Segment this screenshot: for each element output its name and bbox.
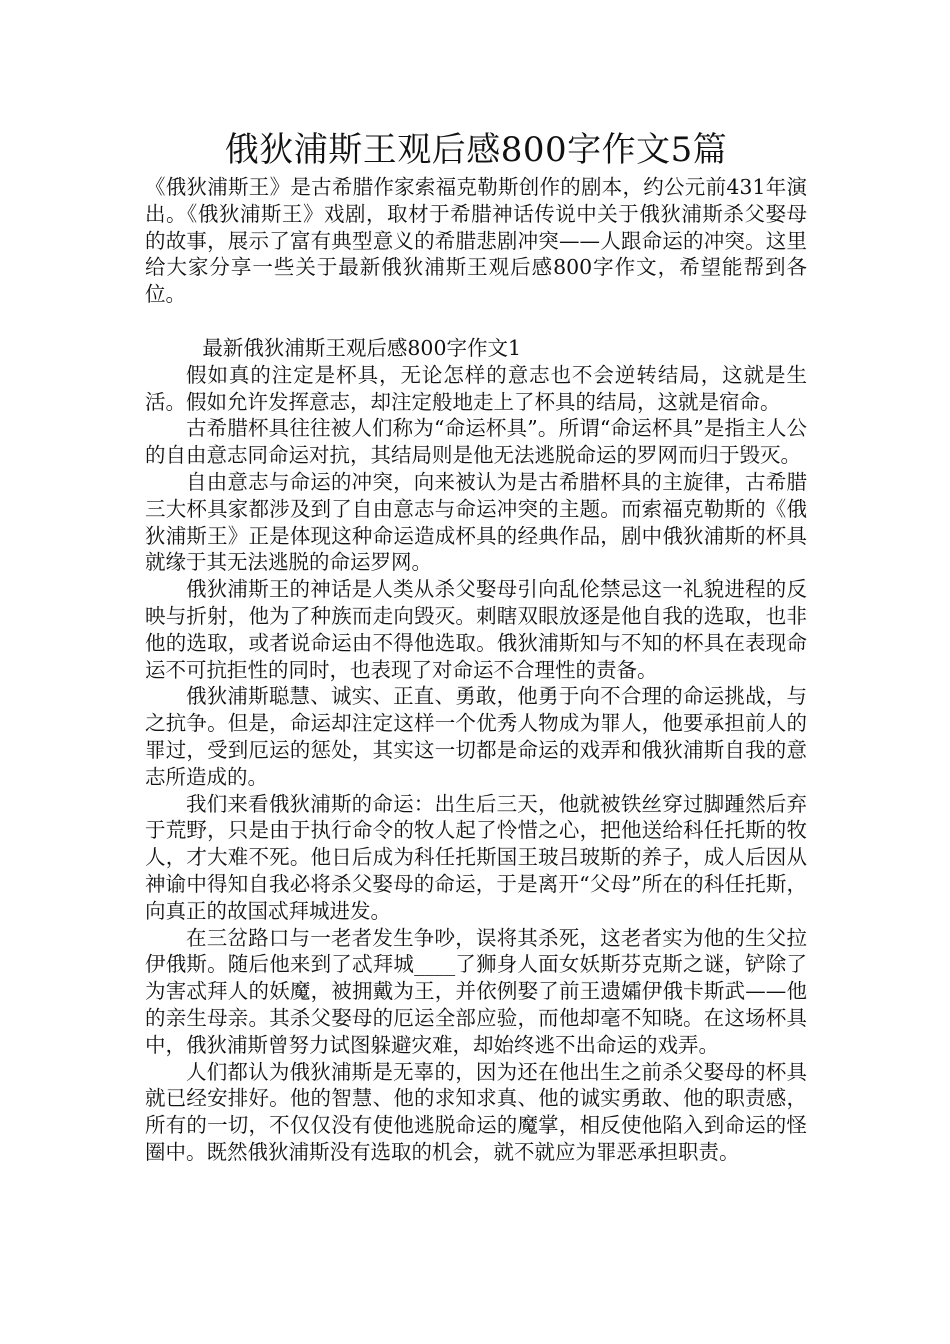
body-paragraph-1: 假如真的注定是杯具，无论怎样的意志也不会逆转结局，这就是生活。假如允许发挥意志，却注定般地走上了杯具的结局，这就是宿命。: [145, 362, 807, 414]
body-paragraph-7: 在三岔路口与一老者发生争吵，误将其杀死，这老者实为他的生父拉伊俄斯。随后他来到了忒拜城____了狮身人面女妖斯芬克斯之谜，铲除了为害忒拜人的妖魔，被拥戴为王，并依例娶了前王遗孀伊俄卡斯武——他的亲生母亲。其杀父娶母的厄运全部应验，而他却毫不知晓。在这场杯具中，俄狄浦斯曾努力试图躲避灾难，却始终逃不出命运的戏弄。: [145, 925, 807, 1057]
body-paragraph-5: 俄狄浦斯聪慧、诚实、正直、勇敢，他勇于向不合理的命运挑战，与之抗争。但是，命运却注定这样一个优秀人物成为罪人，他要承担前人的罪过，受到厄运的惩处，其实这一切都是命运的戏弄和俄狄浦斯自我的意志所造成的。: [145, 684, 807, 789]
body-paragraph-2: 古希腊杯具往往被人们称为“命运杯具”。所谓“命运杯具”是指主人公的自由意志同命运对抗，其结局则是他无法逃脱命运的罗网而归于毁灭。: [145, 416, 807, 468]
body-paragraph-8: 人们都认为俄狄浦斯是无辜的，因为还在他出生之前杀父娶母的杯具就已经安排好。他的智慧、他的求知求真、他的诚实勇敢、他的职责感，所有的一切，不仅仅没有使他逃脱命运的魔掌，相反使他陷入到命运的怪圈中。既然俄狄浦斯没有选取的机会，就不就应为罪恶承担职责。: [145, 1059, 807, 1164]
body-paragraph-4: 俄狄浦斯王的神话是人类从杀父娶母引向乱伦禁忌这一礼貌进程的反映与折射，他为了种族而走向毁灭。刺瞎双眼放逐是他自我的选取，也非他的选取，或者说命运由不得他选取。俄狄浦斯知与不知的杯具在表现命运不可抗拒性的同时，也表现了对命运不合理性的责备。: [145, 577, 807, 682]
intro-paragraph: 《俄狄浦斯王》是古希腊作家索福克勒斯创作的剧本，约公元前431年演出。《俄狄浦斯王》戏剧，取材于希腊神话传说中关于俄狄浦斯杀父娶母的故事，展示了富有典型意义的希腊悲剧冲突——人跟命运的冲突。这里给大家分享一些关于最新俄狄浦斯王观后感800字作文，希望能帮到各位。: [145, 175, 807, 307]
document-body: [145, 128, 807, 1166]
section-heading: 最新俄狄浦斯王观后感800字作文1: [202, 335, 522, 360]
body-paragraph-3: 自由意志与命运的冲突，向来被认为是古希腊杯具的主旋律，古希腊三大杯具家都涉及到了自由意志与命运冲突的主题。而索福克勒斯的《俄狄浦斯王》正是体现这种命运造成杯具的经典作品，剧中俄狄浦斯的杯具就缘于其无法逃脱的命运罗网。: [145, 469, 807, 575]
paragraph-spacer: [145, 308, 807, 335]
document-title: 俄狄浦斯王观后感800字作文5篇: [224, 130, 728, 170]
body-paragraph-6: 我们来看俄狄浦斯的命运：出生后三天，他就被铁丝穿过脚踵然后弃于荒野，只是由于执行命令的牧人起了怜惜之心，把他送给科任托斯的牧人，才大难不死。他日后成为科任托斯国王玻吕玻斯的养子，成人后因从神谕中得知自我必将杀父娶母的命运，于是离开“父母”所在的科任托斯，向真正的故国忒拜城进发。: [145, 791, 807, 923]
